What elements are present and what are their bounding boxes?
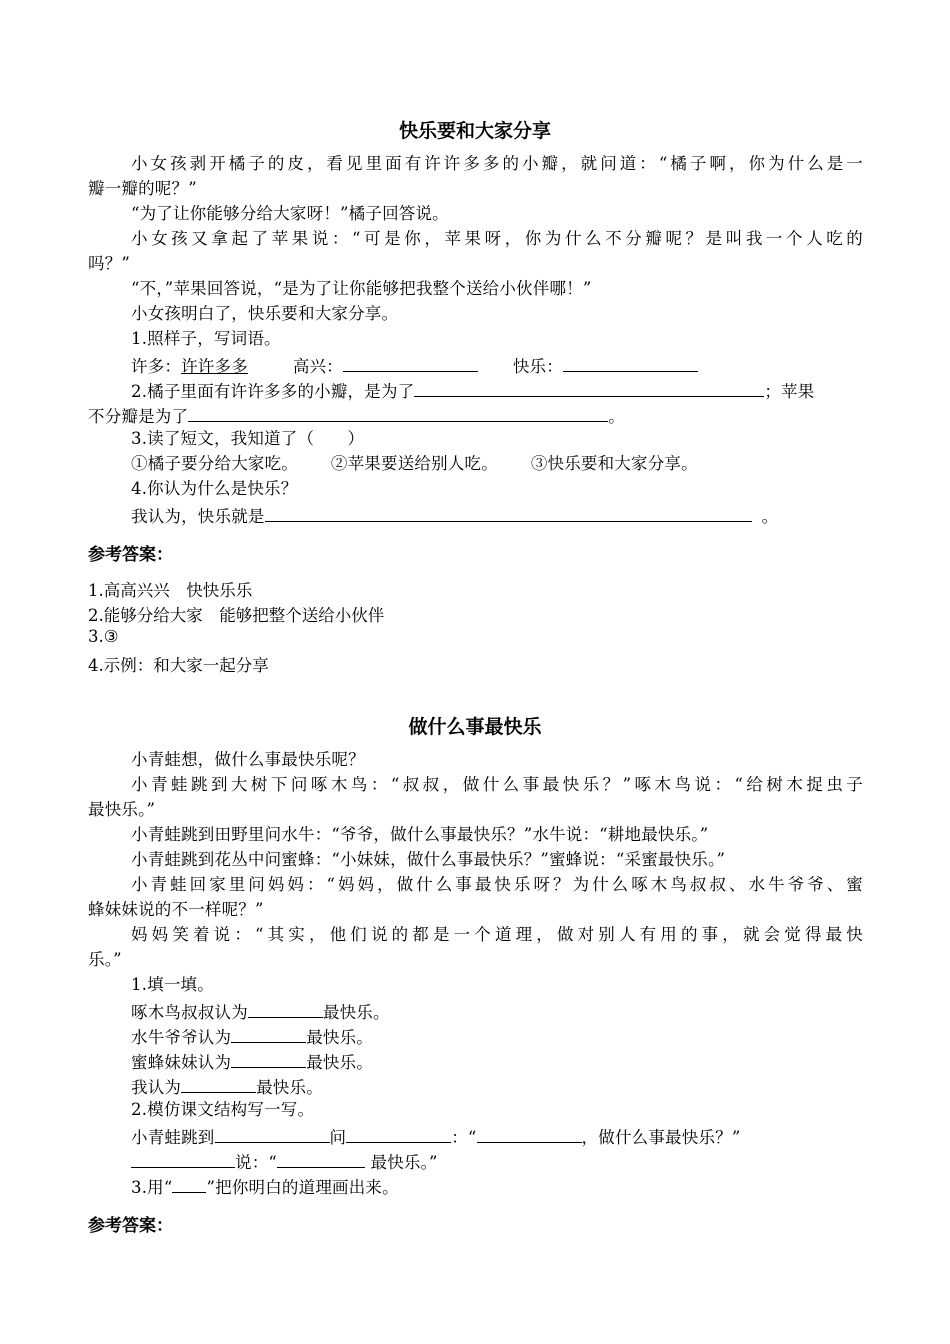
s1-question-1: 1.照样子，写词语。 — [131, 329, 281, 348]
s1-paragraph-3b: 吗？” — [88, 254, 131, 273]
fill3-text: 蜜蜂妹妹认为 — [131, 1053, 232, 1072]
q2b-blank[interactable] — [188, 403, 608, 422]
q2-address-blank[interactable] — [477, 1124, 582, 1143]
s1-question-3-options — [131, 453, 863, 475]
s2-paragraph-5b: 蜂妹妹说的不一样呢？” — [88, 900, 264, 919]
s1-paragraph-1a: 小女孩剥开橘子的皮，看见里面有许许多多的小瓣，就问道：“橘子啊，你为什么是一 — [131, 154, 863, 173]
s2-paragraph-2b: 最快乐。” — [88, 800, 156, 819]
fill1-suffix: 最快乐。 — [322, 1003, 390, 1022]
q1-item2-label: 高兴： — [292, 357, 343, 376]
fill3-suffix: 最快乐。 — [306, 1053, 374, 1072]
s2-paragraph-2a: 小青蛙跳到大树下问啄木鸟：“叔叔，做什么事最快乐？”啄木鸟说：“给树木捉虫子 — [131, 775, 863, 794]
s1-answer-3: 3.③ — [88, 627, 119, 646]
fill4-suffix: 最快乐。 — [256, 1078, 323, 1097]
q1-example-label: 许多： — [131, 357, 182, 376]
s2-question-2-line1 — [131, 1124, 863, 1149]
q4-end: 。 — [761, 507, 779, 526]
q3-a: 3.用“ — [131, 1178, 173, 1197]
q2a-end: ；苹果 — [764, 382, 815, 401]
q1-example-answer: 许许多多 — [181, 357, 248, 376]
q1-item3-label: 快乐： — [512, 357, 563, 376]
section2-title: 做什么事最快乐 — [408, 716, 542, 738]
s1-paragraph-3a: 小女孩又拿起了苹果说：“可是你，苹果呀，你为什么不分瓣呢？是叫我一个人吃的 — [131, 229, 863, 248]
q2-c: ：“ — [451, 1128, 477, 1147]
s1-question-2a — [131, 378, 863, 403]
s1-paragraph-2: “为了让你能够分给大家呀！”橘子回答说。 — [131, 204, 449, 223]
s2-paragraph-4: 小青蛙跳到花丛中问蜜蜂：“小妹妹，做什么事最快乐？”蜜蜂说：“采蜜最快乐。” — [131, 850, 726, 869]
s2-fill-3 — [131, 1049, 863, 1074]
s1-answer-4: 4.示例：和大家一起分享 — [88, 656, 269, 675]
q2-e: 说：“ — [235, 1153, 278, 1172]
s1-answer-2: 2.能够分给大家 能够把整个送给小伙伴 — [88, 606, 385, 625]
q2a-text: 2.橘子里面有许许多多的小瓣，是为了 — [131, 382, 415, 401]
q2-d: ，做什么事最快乐？” — [581, 1128, 741, 1147]
s2-question-1: 1.填一填。 — [131, 975, 214, 994]
s2-question-2: 2.模仿课文结构写一写。 — [131, 1100, 315, 1119]
s2-paragraph-6b: 乐。” — [88, 950, 122, 969]
q2-answer-blank[interactable] — [277, 1149, 365, 1168]
s1-answer-1: 1.高高兴兴 快快乐乐 — [88, 581, 253, 600]
fill1-text: 啄木鸟叔叔认为 — [131, 1003, 248, 1022]
q2-speaker-blank[interactable] — [131, 1149, 235, 1168]
q2-a: 小青蛙跳到 — [131, 1128, 215, 1147]
fill1-blank[interactable] — [248, 999, 323, 1018]
fill4-text: 我认为 — [131, 1078, 182, 1097]
q3-option-1: ①橘子要分给大家吃。 — [131, 454, 298, 473]
s1-question-4: 4.你认为什么是快乐？ — [131, 479, 298, 498]
fill4-blank[interactable] — [181, 1074, 256, 1093]
q2-place-blank[interactable] — [215, 1124, 330, 1143]
q3-b: ”把你明白的道理画出来。 — [206, 1178, 399, 1197]
s2-fill-2 — [131, 1024, 863, 1049]
s2-paragraph-3: 小青蛙跳到田野里问水牛：“爷爷，做什么事最快乐？”水牛说：“耕地最快乐。” — [131, 825, 709, 844]
s1-question-3: 3.读了短文，我知道了（ ） — [131, 429, 365, 448]
s1-answer-heading: 参考答案： — [88, 545, 173, 565]
s2-paragraph-6a: 妈妈笑着说：“其实，他们说的都是一个道理，做对别人有用的事，就会觉得最快 — [131, 925, 863, 944]
s2-fill-4 — [131, 1074, 863, 1099]
s1-question-4-prompt — [131, 503, 863, 528]
q2b-text: 不分瓣是为了 — [88, 407, 189, 426]
q2a-blank[interactable] — [414, 378, 764, 397]
s2-question-2-line2 — [131, 1149, 863, 1174]
s1-question-2b — [88, 403, 863, 428]
q3-option-2: ②苹果要送给别人吃。 — [330, 454, 498, 473]
q4-blank[interactable] — [265, 503, 752, 522]
q2-f: 最快乐。” — [365, 1153, 438, 1172]
q1-item3-blank[interactable] — [563, 353, 698, 372]
s2-answer-heading: 参考答案： — [88, 1216, 173, 1236]
q2b-end: 。 — [608, 407, 625, 426]
section1-title: 快乐要和大家分享 — [398, 120, 551, 142]
q3-line-sample — [172, 1174, 206, 1193]
s1-paragraph-5: 小女孩明白了，快乐要和大家分享。 — [131, 304, 399, 323]
fill2-text: 水牛爷爷认为 — [131, 1028, 232, 1047]
s2-paragraph-5a: 小青蛙回家里问妈妈：“妈妈，做什么事最快乐呀？为什么啄木鸟叔叔、水牛爷爷、蜜 — [131, 875, 863, 894]
s2-paragraph-1: 小青蛙想，做什么事最快乐呢？ — [131, 750, 365, 769]
q2-b: 问 — [329, 1128, 347, 1147]
s1-paragraph-4: “不，”苹果回答说，“是为了让你能够把我整个送给小伙伴哪！” — [131, 279, 592, 298]
fill2-blank[interactable] — [231, 1024, 306, 1043]
fill2-suffix: 最快乐。 — [306, 1028, 374, 1047]
s2-fill-1 — [131, 999, 863, 1024]
q3-option-3: ③快乐要和大家分享。 — [530, 454, 698, 473]
s1-paragraph-1b: 瓣一瓣的呢？” — [88, 179, 197, 198]
s2-question-3 — [131, 1174, 863, 1199]
fill3-blank[interactable] — [231, 1049, 306, 1068]
q2-animal-blank[interactable] — [346, 1124, 451, 1143]
q1-item2-blank[interactable] — [343, 353, 478, 372]
s1-question-1-items — [131, 353, 863, 378]
q4-prompt-text: 我认为，快乐就是 — [131, 507, 265, 526]
